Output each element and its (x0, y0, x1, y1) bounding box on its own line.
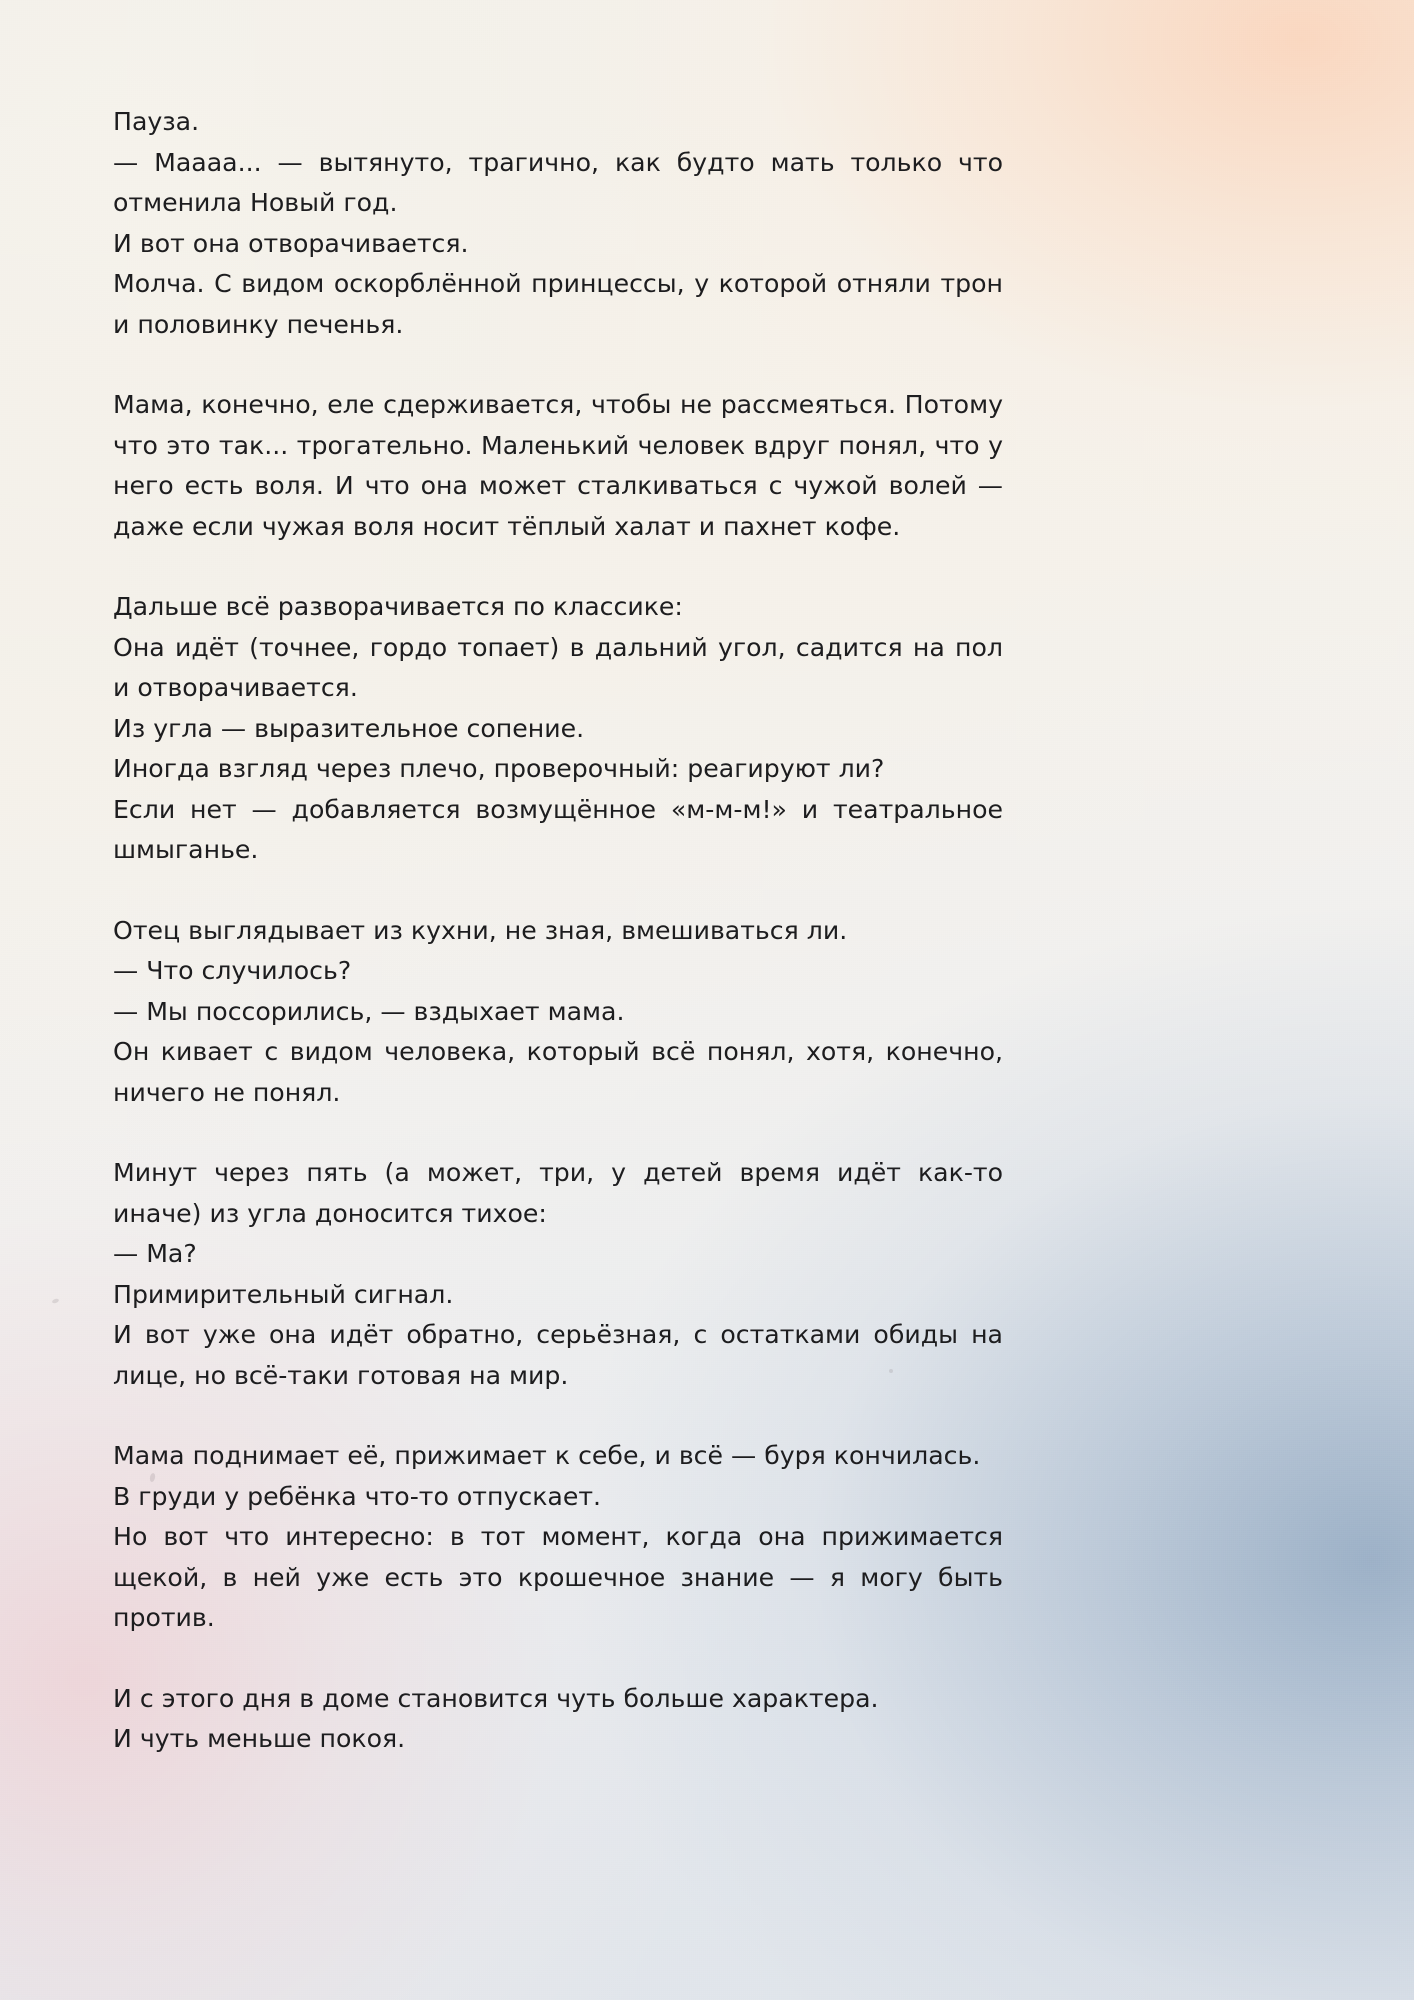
paragraph-block (113, 1153, 1003, 1396)
text-line: И с этого дня в доме становится чуть больше характера. (113, 1683, 879, 1713)
text-line: Она идёт (точнее, гордо топает) в дальний угол, садится на пол и отворачивается. (113, 632, 1003, 702)
text-line: — Мааaa... — вытянуто, трагично, как будто мать только что отменила Новый год. (113, 147, 1003, 217)
text-line: Минут через пять (а может, три, у детей время идёт как-то иначе) из угла доносится тихое: (113, 1158, 1003, 1228)
text-line: — Что случилось? (113, 956, 352, 985)
text-line: Молча. С видом оскорблённой принцессы, у которой отняли трон и половинку печенья. (113, 269, 1003, 339)
text-line: Если нет — добавляется возмущённое «м-м-м!» и театральное шмыганье. (113, 794, 1003, 864)
text-line: Примирительный сигнал. (113, 1279, 454, 1309)
text-line: Иногда взгляд через плечо, проверочный: реагируют ли? (113, 754, 885, 783)
paragraph-block (113, 587, 1003, 871)
paragraph-block (113, 385, 1003, 547)
text-line: Мама поднимает её, прижимает к себе, и всё — буря кончилась. (113, 1441, 981, 1470)
text-line: Мама, конечно, еле сдерживается, чтобы не рассмеяться. Потому что это так... трогательно. Маленький человек вдруг понял, что у него есть воля. И что она может сталкиваться с чужой волей — даже если чужая воля носит тёплый халат и пахнет кофе. (113, 390, 1003, 541)
text-line: Отец выглядывает из кухни, не зная, вмешиваться ли. (113, 915, 848, 945)
paragraph-block (113, 1436, 1003, 1639)
text-line: И вот она отворачивается. (113, 228, 469, 258)
text-line: Но вот что интересно: в тот момент, когда она прижимается щекой, в ней уже есть это крошечное знание — я могу быть против. (113, 1522, 1003, 1632)
text-line: Пауза. (113, 107, 200, 136)
text-line: Дальше всё разворачивается по классике: (113, 592, 683, 621)
text-line: И вот уже она идёт обратно, серьёзная, с остатками обиды на лице, но всё-таки готовая на мир. (113, 1320, 1003, 1390)
text-line: Он кивает с видом человека, который всё понял, хотя, конечно, ничего не понял. (113, 1037, 1003, 1107)
text-line: — Мы поссорились, — вздыхает мама. (113, 996, 625, 1026)
text-line: — Ма? (113, 1239, 197, 1268)
paragraph-block (113, 911, 1003, 1114)
text-line: В груди у ребёнка что-то отпускает. (113, 1481, 602, 1511)
document-text (113, 102, 1003, 1760)
paragraph-block (113, 1679, 1003, 1760)
text-line: Из угла — выразительное сопение. (113, 713, 585, 743)
paper-speckle (52, 1298, 60, 1304)
text-line: И чуть меньше покоя. (113, 1724, 406, 1753)
paragraph-block (113, 102, 1003, 345)
